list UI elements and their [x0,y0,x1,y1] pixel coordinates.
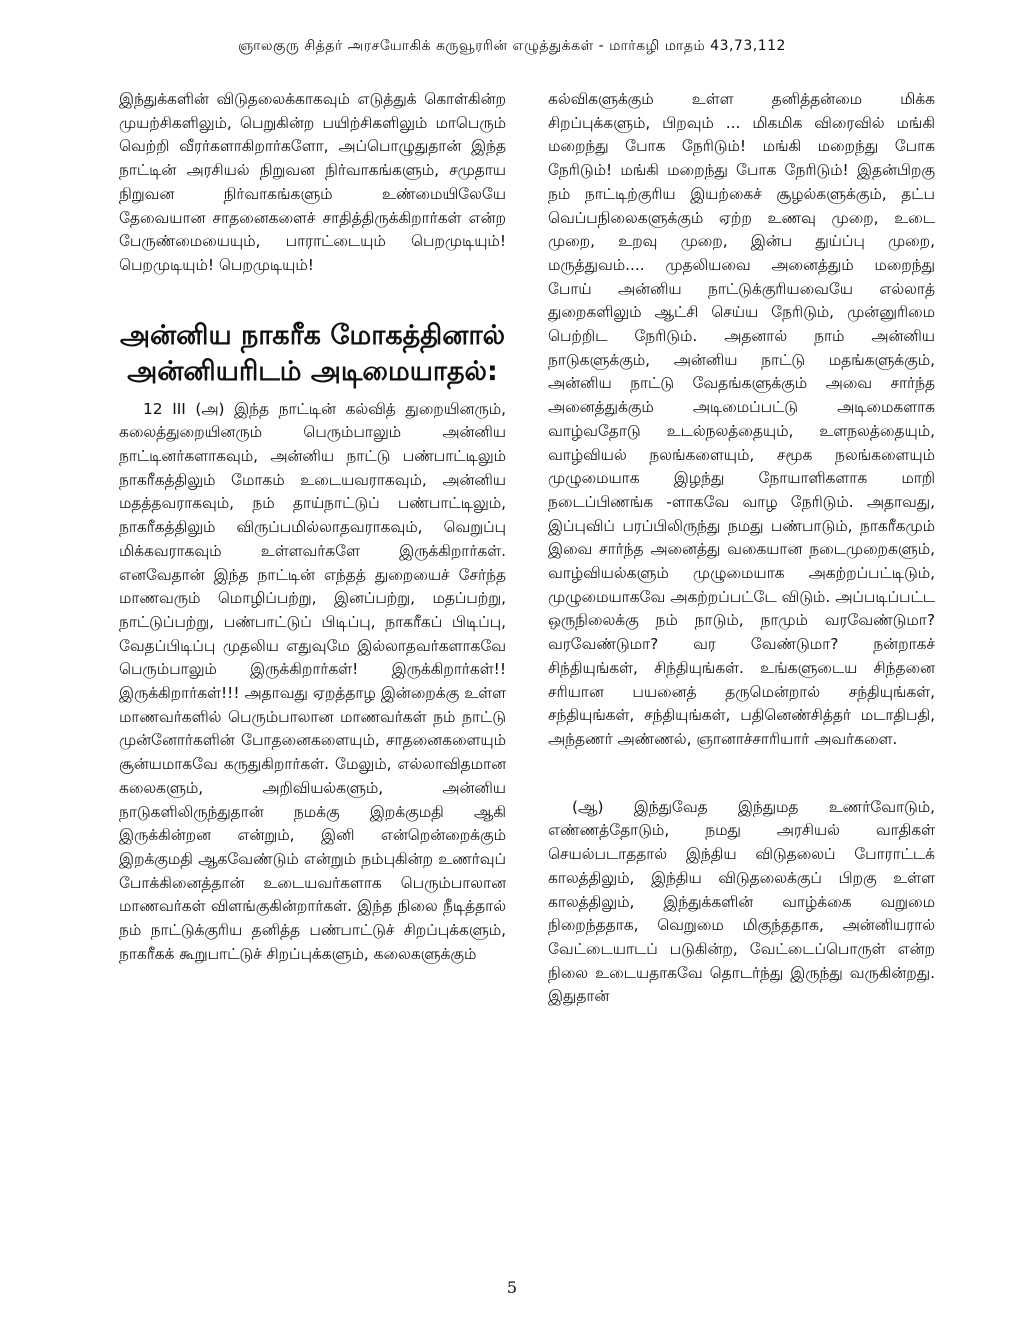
running-header: ஞாலகுரு சித்தர் அரசயோகிக் கருவூரரின் எழுத்துக்கள் - மார்கழி மாதம் 43,73,112 [238,38,786,54]
paragraph-gap [548,752,935,796]
paragraph: இந்துக்களின் விடுதலைக்காகவும் எடுத்துக் கொள்கின்ற முயற்சிகளிலும், பெறுகின்ற பயிற்சிகளிலும் மாபெரும் வெற்றி வீரர்களாகிறார்களோ, அப்பொழுதுதான் இந்த நாட்டின் அரசியல் நிறுவன நிர்வாகங்களும், சமுதாய நிறுவன நிர்வாகங்களும் உண்மையிலேயே தேவையான சாதனைகளைச் சாதித்திருக்கிறார்கள் என்ற பேருண்மையையும், பாராட்டையும் பெறமுடியும்! பெறமுடியும்! பெறமுடியும்! [119,90,506,274]
paragraph: 12 III (அ) இந்த நாட்டின் கல்வித் துறையினரும், கலைத்துறையினரும் பெரும்பாலும் அன்னிய நாட்டினர்களாகவும், அன்னிய நாட்டு பண்பாட்டிலும் நாகரீகத்திலும் மோகம் உடையவராகவும், அன்னிய மதத்தவராகவும், நம் தாய்நாட்டுப் பண்பாட்டிலும், நாகரீகத்திலும் விருப்பமில்லாதவராகவும், வெறுப்பு மிக்கவராகவும் உள்ளவர்களே இருக்கிறார்கள். எனவேதான் இந்த நாட்டின் எந்தத் துறையைச் சேர்ந்த மாணவரும் மொழிப்பற்று, இனப்பற்று, மதப்பற்று, நாட்டுப்பற்று, பண்பாட்டுப் பிடிப்பு, நாகரீகப் பிடிப்பு, வேதப்பிடிப்பு முதலிய எதுவுமே இல்லாதவர்களாகவே பெரும்பாலும் இருக்கிறார்கள்! இருக்கிறார்கள்!! இருக்கிறார்கள்!!! அதாவது ஏறத்தாழ இன்றைக்கு உள்ள மாணவர்களில் பெரும்பாலான மாணவர்கள் நம் நாட்டு முன்னோர்களின் போதனைகளையும், சாதனைகளையும் சூன்யமாகவே கருதுகிறார்கள். மேலும், எல்லாவிதமான கலைகளும், அறிவியல்களும், அன்னிய நாடுகளிலிருந்துதான் நமக்கு இறக்குமதி ஆகி இருக்கின்றன என்றும், இனி என்றென்றைக்கும் இறக்குமதி ஆகவேண்டும் என்றும் நம்புகின்ற உணர்வுப் போக்கினைத்தான் உடையவர்களாக பெரும்பாலான மாணவர்கள் விளங்குகின்றார்கள். இந்த நிலை நீடித்தால் நம் நாட்டுக்குரிய தனித்த பண்பாட்டுச் சிறப்புக்களும், நாகரீகக் கூறுபாட்டுச் சிறப்புக்களும், கலைகளுக்கும் [119,399,506,963]
section-heading-line-1: அன்னிய நாகரீக மோகத்தினால் [119,319,506,351]
page-number: 5 [506,1278,518,1297]
paragraph: (ஆ) இந்துவேத இந்துமத உணர்வோடும், எண்ணத்தோடும், நமது அரசியல் வாதிகள் செயல்படாததால் இந்திய விடுதலைப் போராட்டக் காலத்திலும், இந்திய விடுதலைக்குப் பிறகு உள்ள காலத்திலும், இந்துக்களின் வாழ்க்கை வறுமை நிறைந்ததாக, வெறுமை மிகுந்ததாக, அன்னியரால் வேட்டையாடப் படுகின்ற, வேட்டைப்பொருள் என்ற நிலை உடையதாகவே தொடர்ந்து இருந்து வருகின்றது. இதுதான் [548,797,935,1006]
section-heading-line-2: அன்னியரிடம் அடிமையாதல்: [127,355,498,387]
section-heading [119,318,506,390]
paragraph: கல்விகளுக்கும் உள்ள தனித்தன்மை மிக்க சிறப்புக்களும், பிறவும் ... மிகமிக விரைவில் மங்கி மறைந்து போக நேரிடும்! மங்கி மறைந்து போக நேரிடும்! மங்கி மறைந்து போக நேரிடும்! இதன்பிறகு நம் நாட்டிற்குரிய இயற்கைச் சூழல்களுக்கும், தட்ப வெப்பநிலைகளுக்கும் ஏற்ற உணவு முறை, உடை முறை, உறவு முறை, இன்ப துய்ப்பு முறை, மருத்துவம்.... முதலியவை அனைத்தும் மறைந்து போய் அன்னிய நாட்டுக்குரியவையே எல்லாத் துறைகளிலும் ஆட்சி செய்ய நேரிடும், முன்னுரிமை பெற்றிட நேரிடும். அதனால் நாம் அன்னிய நாடுகளுக்கும், அன்னிய நாட்டு மதங்களுக்கும், அன்னிய நாட்டு வேதங்களுக்கும் அவை சார்ந்த அனைத்துக்கும் அடிமைப்பட்டு அடிமைகளாக வாழ்வதோடு உடல்நலத்தையும், உளநலத்தையும், வாழ்வியல் நலங்களையும், சமூக நலங்களையும் முழுமையாக இழந்து நோயாளிகளாக மாறி நடைப்பிணங்க -ளாகவே வாழ நேரிடும். அதாவது, இப்புவிப் பரப்பிலிருந்து நமது பண்பாடும், நாகரீகமும் இவை சார்ந்த அனைத்து வகையான நடைமுறைகளும், வாழ்வியல்களும் முழுமையாக அகற்றப்பட்டிடும், முழுமையாகவே அகற்றப்பட்டே விடும். அப்படிப்பட்ட ஒருநிலைக்கு நம் நாடும், நாமும் வரவேண்டுமா? வரவேண்டுமா? வர வேண்டுமா? நன்றாகச் சிந்தியுங்கள், சிந்தியுங்கள். உங்களுடைய சிந்தனை சரியான பயனைத் தருமென்றால் சந்தியுங்கள், சந்தியுங்கள், சந்தியுங்கள், பதினெண்சித்தர் மடாதிபதி, அந்தணர் அண்ணல், ஞானாச்சாரியார் அவர்களை. [548,90,935,748]
left-column [119,88,506,967]
right-column [548,88,935,1009]
